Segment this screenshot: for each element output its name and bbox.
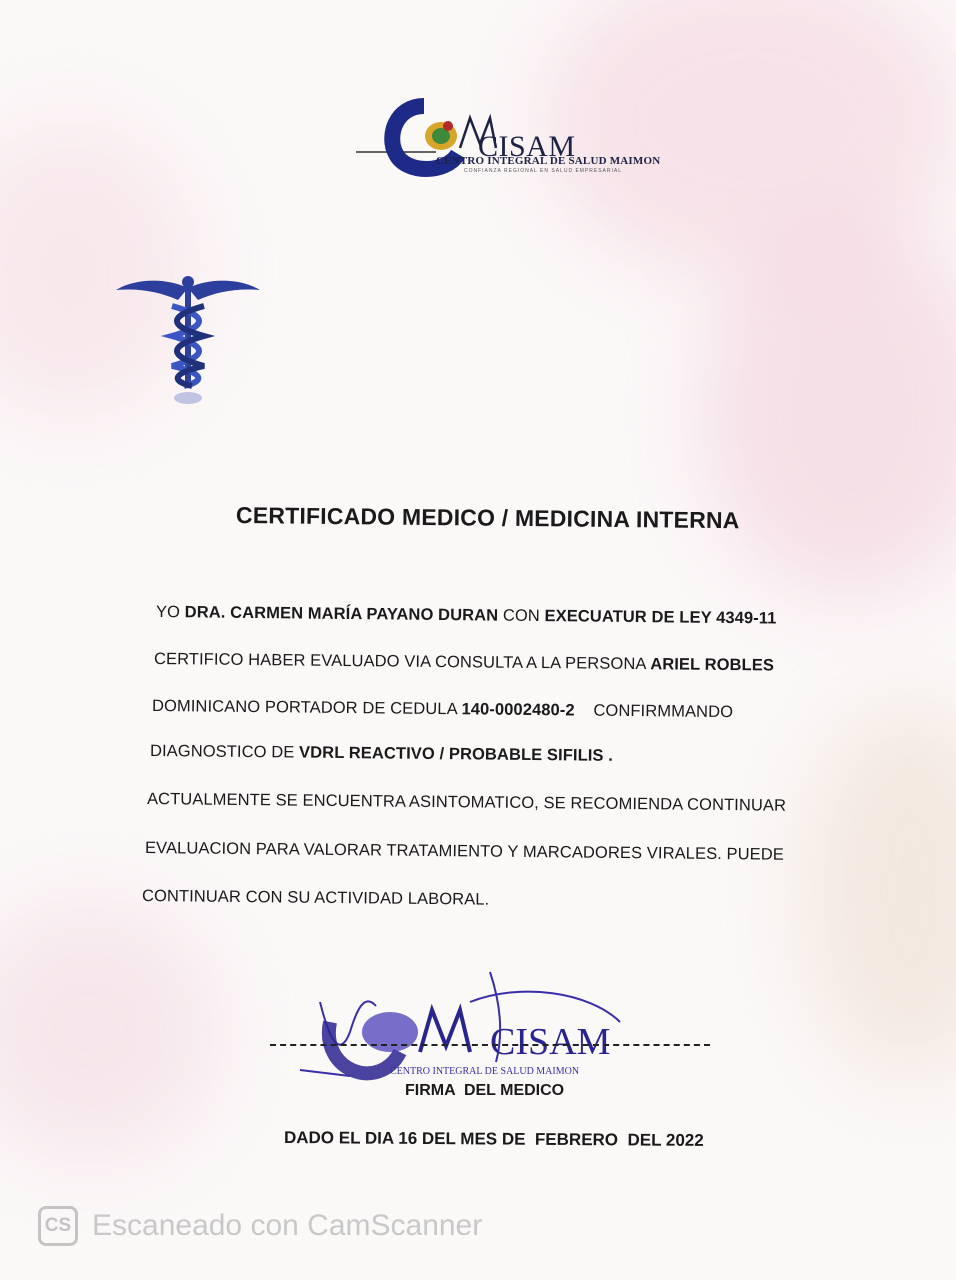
caduceus-emblem <box>112 266 264 414</box>
issue-date: DADO EL DIA 16 DEL MES DE FEBRERO DEL 2022 <box>283 1128 704 1150</box>
body-line-5: ACTUALMENTE SE ENCUENTRA ASINTOMATICO, SE RECOMIENDA CONTINUAR <box>146 790 787 815</box>
camscanner-text: Escaneado con CamScanner <box>92 1209 483 1242</box>
stamp-signature-icon <box>290 962 650 1102</box>
body-line-1 <box>156 603 777 628</box>
line4-prefix: DIAGNOSTICO DE <box>149 742 300 762</box>
diagnosis: VDRL REACTIVO / PROBABLE SIFILIS . <box>299 743 614 765</box>
bg-stain <box>800 700 956 1080</box>
patient-name: ARIEL ROBLES <box>650 655 775 675</box>
logo-tagline: CONFIANZA REGIONAL EN SALUD EMPRESARIAL <box>464 168 623 174</box>
body-line-3 <box>152 697 733 722</box>
signature-label: FIRMA DEL MEDICO <box>405 1082 565 1099</box>
doctor-name: DRA. CARMEN MARÍA PAYANO DURAN <box>184 603 499 625</box>
caduceus-icon <box>112 266 264 414</box>
cisam-logo <box>356 96 666 181</box>
body-line-4 <box>150 742 613 766</box>
line3-suffix: CONFIRMMANDO <box>574 701 734 722</box>
stamp-subtitle-text: CENTRO INTEGRAL DE SALUD MAIMON <box>390 1066 580 1077</box>
execuatur-number: EXECUATUR DE LEY 4349-11 <box>544 607 777 628</box>
logo-brand-text: CISAM <box>478 130 576 163</box>
line3-prefix: DOMINICANO PORTADOR DE CEDULA <box>151 697 462 719</box>
camscanner-watermark <box>38 1204 482 1248</box>
stamp-brand-text: CISAM <box>490 1021 611 1063</box>
body-line-7: CONTINUAR CON SU ACTIVIDAD LABORAL. <box>141 887 490 909</box>
signature-line <box>270 1044 710 1046</box>
cedula-number: 140-0002480-2 <box>461 700 575 720</box>
line2-prefix: CERTIFICO HABER EVALUADO VIA CONSULTA A LA PERSONA <box>153 650 651 674</box>
camscanner-logo-icon: CS <box>38 1206 78 1246</box>
body-line-2 <box>154 650 774 675</box>
signature-stamp <box>290 962 650 1102</box>
logo-subtitle: CENTRO INTEGRAL DE SALUD MAIMON <box>436 155 661 167</box>
certificate-title: CERTIFICADO MEDICO / MEDICINA INTERNA <box>235 502 740 534</box>
line1-prefix: YO <box>155 603 185 622</box>
body-line-6: EVALUACION PARA VALORAR TRATAMIENTO Y MARCADORES VIRALES. PUEDE <box>144 839 785 864</box>
line1-connector: CON <box>498 606 545 626</box>
bg-stain <box>0 900 220 1160</box>
